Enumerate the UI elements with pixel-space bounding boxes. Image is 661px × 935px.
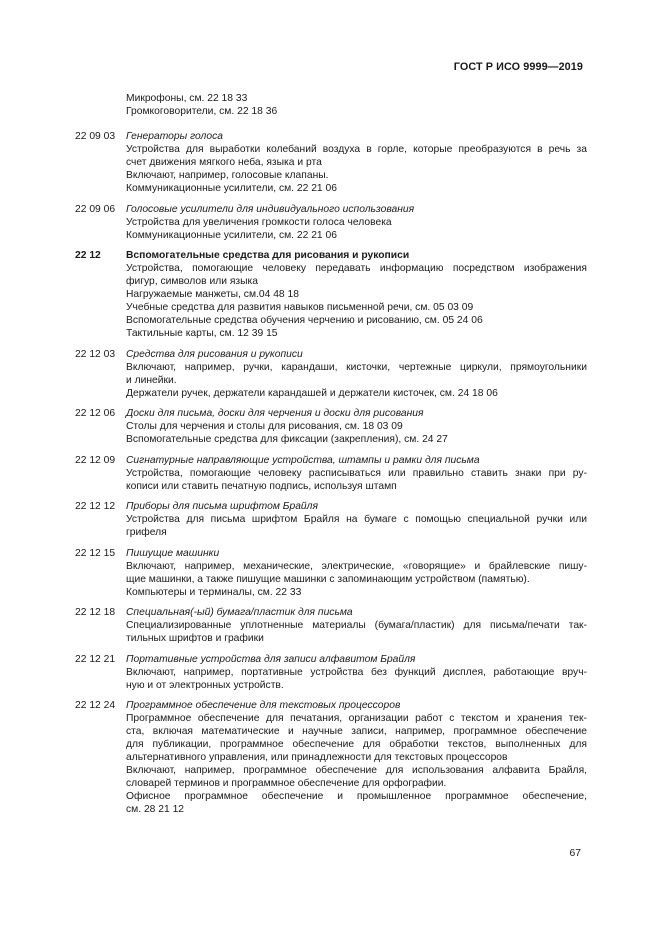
text-line: Громкоговорители, см. 22 18 36 xyxy=(126,106,278,117)
entry-title: Голосовые усилители для индивидуального использования xyxy=(126,203,415,215)
text-line: Вспомогательные средства для фиксации (закрепления), см. 24 27 xyxy=(126,434,448,445)
classification-entry xyxy=(75,653,587,692)
page-number: 67 xyxy=(569,848,581,859)
text-line: Устройства для письма шрифтом Брайля на бумаге с помощью специальной ручки или xyxy=(126,514,587,525)
text-line: ста, включая математические и научные записи, например, программное обеспечение xyxy=(126,726,587,737)
entry-title: Портативные устройства для записи алфавитом Брайля xyxy=(126,653,416,665)
text-line: словарей терминов и программное обеспечение для орфографии. xyxy=(126,778,447,789)
entry-title: Приборы для письма шрифтом Брайля xyxy=(126,501,318,512)
text-line: кописи или ставить печатную подпись, используя штамп xyxy=(126,480,397,492)
continued-entry xyxy=(75,92,587,118)
text-line: для публикации, программное обеспечение для обработки текстов, выполненных для xyxy=(126,739,587,750)
text-line: Держатели ручек, держатели карандашей и держатели кисточек, см. 24 18 06 xyxy=(126,387,498,399)
text-line: Устройства, помогающие человеку передавать информацию посредством изображения xyxy=(126,263,587,274)
text-line: Компьютеры и терминалы, см. 22 33 xyxy=(126,586,302,598)
entry-title: Сигнатурные направляющие устройства, штампы и рамки для письма xyxy=(126,454,480,466)
text-line: Учебные средства для развития навыков письменной речи, см. 05 03 09 xyxy=(126,302,474,313)
classification-entry xyxy=(75,203,587,242)
text-line: Программное обеспечение для печатания, организации работ с текстом и хранения тек- xyxy=(126,713,587,724)
entry-code: 22 12 15 xyxy=(75,547,116,559)
entry-code: 22 09 06 xyxy=(75,203,116,215)
text-line: Специализированные уплотненные материалы (бумага/пластик) для письма/печати так- xyxy=(126,620,587,631)
text-line: Устройства для выработки колебаний воздуха в горле, которые преобразуются в речь за xyxy=(126,144,587,155)
entry-code: 22 12 12 xyxy=(75,501,116,512)
text-line: Включают, например, программное обеспечение для использования алфавита Брайля, xyxy=(126,765,587,776)
entry-title: Программное обеспечение для текстовых процессоров xyxy=(126,700,401,711)
text-line: Микрофоны, см. 22 18 33 xyxy=(126,93,248,104)
classification-entry xyxy=(75,407,587,446)
text-line: Устройства для увеличения громкости голоса человека xyxy=(126,216,392,228)
text-line: и линейки. xyxy=(126,374,177,386)
text-line: Включают, например, портативные устройства без функций дисплея, работающие вруч- xyxy=(126,666,587,678)
entry-code: 22 12 18 xyxy=(75,607,116,618)
classification-entry xyxy=(75,606,587,645)
document-header: ГОСТ Р ИСО 9999—2019 xyxy=(453,61,583,73)
text-line: счет движения мягкого неба, языка и рта xyxy=(126,157,322,168)
text-line: Офисное программное обеспечение и промышленное программное обеспечение, xyxy=(126,791,587,802)
text-line: см. 28 21 12 xyxy=(126,804,185,815)
text-line: фигур, символов или языка xyxy=(126,276,259,287)
classification-entry xyxy=(75,454,587,493)
entry-title: Специальная(-ый) бумага/пластик для письма xyxy=(126,607,353,618)
text-line: щие машинки, а также пишущие машинки с запоминающим устройством (памятью). xyxy=(126,573,530,585)
text-line: Вспомогательные средства обучения черчению и рисованию, см. 05 24 06 xyxy=(126,315,483,326)
text-line: ную и от электронных устройств. xyxy=(126,679,284,691)
classification-entry xyxy=(75,547,587,599)
entry-code: 22 12 09 xyxy=(75,454,116,466)
text-line: Тактильные карты, см. 12 39 15 xyxy=(126,328,278,339)
entry-code: 22 12 24 xyxy=(75,700,116,711)
text-line: альтернативного управления, или принадлежности для текстовых процессоров xyxy=(126,752,508,763)
entry-code: 22 12 xyxy=(75,250,101,261)
document-body xyxy=(75,92,587,824)
entry-title: Генераторы голоса xyxy=(126,131,223,142)
entry-title: Доски для письма, доски для черчения и доски для рисования xyxy=(126,408,424,419)
entry-code: 22 12 06 xyxy=(75,408,116,419)
text-line: Столы для черчения и столы для рисования, см. 18 03 09 xyxy=(126,421,403,432)
text-line: Включают, например, механические, электрические, «говорящие» и брайлевские пишу- xyxy=(126,560,587,572)
text-line: Устройства, помогающие человеку расписываться или правильно ставить знаки при ру- xyxy=(126,467,587,479)
text-line: грифеля xyxy=(126,527,167,538)
classification-entry xyxy=(75,348,587,400)
entry-title: Вспомогательные средства для рисования и рукописи xyxy=(126,250,410,261)
classification-entry xyxy=(75,130,587,195)
text-line: Коммуникационные усилители, см. 22 21 06 xyxy=(126,183,337,194)
text-line: Включают, например, голосовые клапаны. xyxy=(126,170,329,181)
entry-code: 22 12 21 xyxy=(75,653,116,665)
entry-title: Пишущие машинки xyxy=(126,547,220,559)
entry-code: 22 09 03 xyxy=(75,131,116,142)
classification-entry xyxy=(75,249,587,340)
classification-entry xyxy=(75,500,587,539)
text-line: тильных шрифтов и графики xyxy=(126,633,264,644)
entry-code: 22 12 03 xyxy=(75,348,116,360)
text-line: Нагружаемые манжеты, см.04 48 18 xyxy=(126,289,299,300)
classification-entry xyxy=(75,699,587,816)
entry-title: Средства для рисования и рукописи xyxy=(126,348,303,360)
text-line: Включают, например, ручки, карандаши, кисточки, чертежные циркули, прямоугольники xyxy=(126,361,587,373)
text-line: Коммуникационные усилители, см. 22 21 06 xyxy=(126,229,337,241)
